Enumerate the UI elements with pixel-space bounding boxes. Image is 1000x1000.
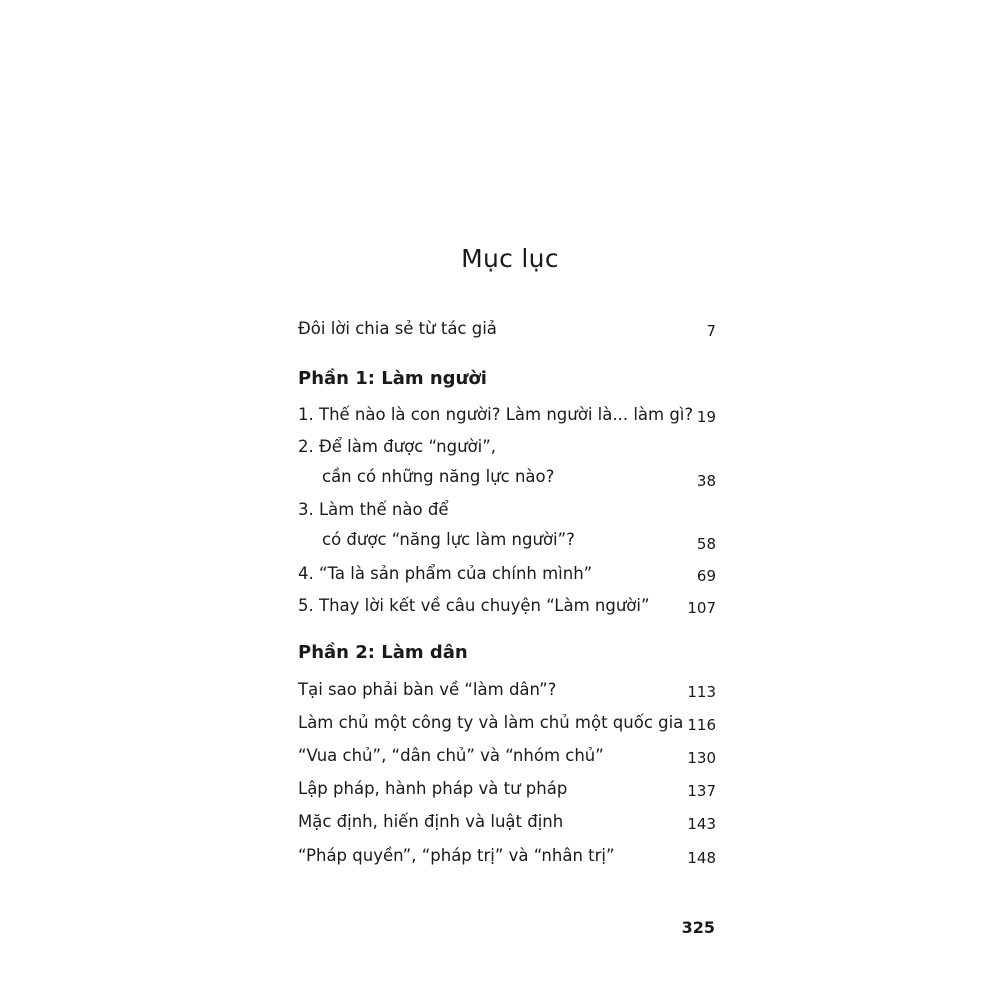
section-heading-part1: Phần 1: Làm người [298, 368, 487, 389]
toc-entry-label: 4. “Ta là sản phẩm của chính mình” [298, 564, 593, 583]
toc-entry-page: 130 [687, 749, 716, 767]
toc-entry-page: 69 [696, 567, 716, 585]
toc-entry-label: “Pháp quyền”, “pháp trị” và “nhân trị” [298, 846, 615, 865]
toc-entry-page: 58 [696, 535, 716, 553]
toc-entry-label: 3. Làm thế nào để [298, 500, 449, 519]
toc-entry-page: 107 [687, 599, 716, 617]
toc-entry-label: có được “năng lực làm người”? [322, 530, 575, 549]
toc-entry-label: 1. Thế nào là con người? Làm người là... làm gì? [298, 405, 694, 424]
toc-entry-label: 5. Thay lời kết về câu chuyện “Làm người” [298, 596, 650, 615]
toc-entry-label: cần có những năng lực nào? [322, 467, 555, 486]
toc-entry-label: Tại sao phải bàn về “làm dân”? [298, 680, 557, 699]
toc-entry-page: 116 [687, 716, 716, 734]
section-heading-part2: Phần 2: Làm dân [298, 642, 468, 663]
toc-entry-page: 38 [696, 472, 716, 490]
toc-entry-label: “Vua chủ”, “dân chủ” và “nhóm chủ” [298, 746, 604, 765]
toc-entry-page: 113 [687, 683, 716, 701]
toc-entry-page: 143 [687, 815, 716, 833]
toc-entry-label: Làm chủ một công ty và làm chủ một quốc gia [298, 713, 684, 732]
toc-entry-page: 137 [687, 782, 716, 800]
page-title: Mục lục [461, 244, 559, 273]
toc-entry-page: 19 [696, 408, 716, 426]
toc-entry-label: Đôi lời chia sẻ từ tác giả [298, 319, 497, 338]
toc-entry-page: 148 [687, 849, 716, 867]
toc-entry-label: 2. Để làm được “người”, [298, 437, 497, 456]
toc-entry-label: Lập pháp, hành pháp và tư pháp [298, 779, 568, 798]
toc-entry-label: Mặc định, hiến định và luật định [298, 812, 564, 831]
toc-entry-page: 7 [706, 322, 716, 340]
page-number: 325 [681, 918, 715, 937]
